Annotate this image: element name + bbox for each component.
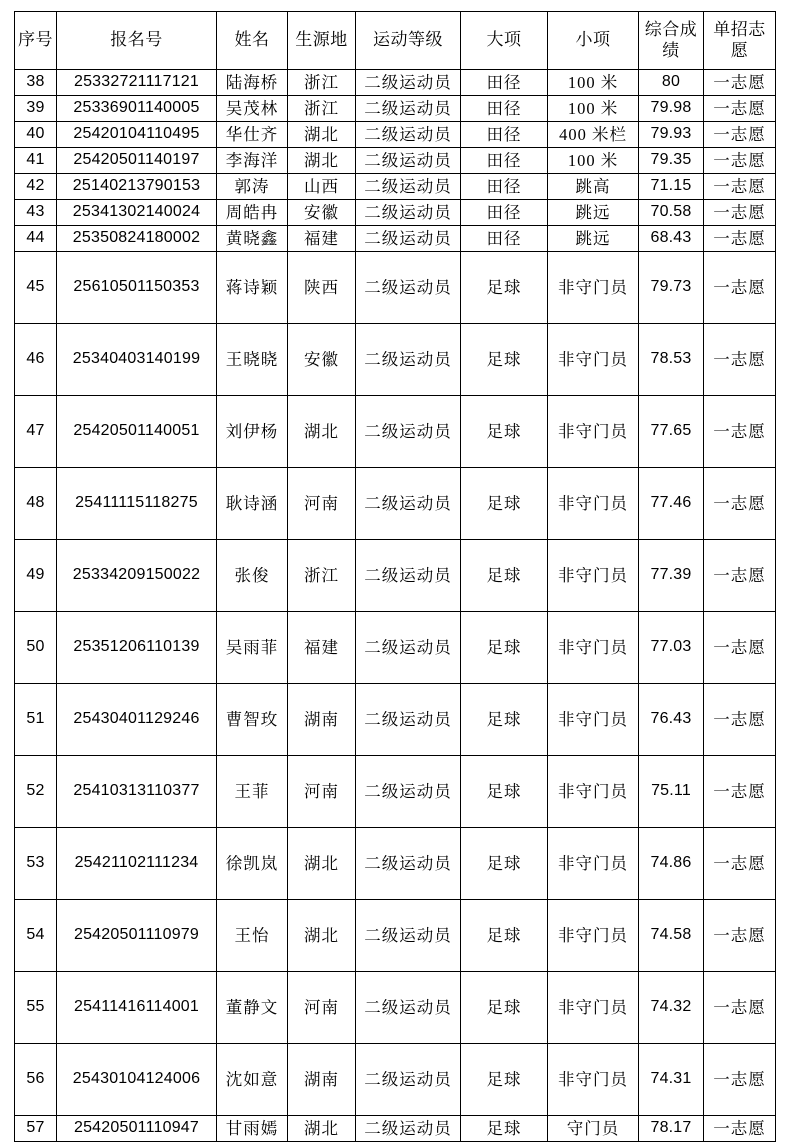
column-header-major [461,12,548,70]
cell-candidate-name: 甘雨嫣 [217,1116,288,1142]
cell-minor-event: 非守门员 [548,900,639,972]
cell-seq: 41 [15,148,57,174]
cell-major-event: 足球 [461,252,548,324]
cell-application-preference: 一志愿 [704,226,776,252]
cell-major-event: 足球 [461,612,548,684]
cell-application-preference: 一志愿 [704,122,776,148]
cell-composite-score: 74.86 [639,828,704,900]
cell-composite-score: 74.58 [639,900,704,972]
cell-application-preference: 一志愿 [704,900,776,972]
column-header-org-label: 生源地 [295,30,348,50]
table-header [15,12,776,70]
cell-major-event: 足球 [461,972,548,1044]
column-header-reg [57,12,217,70]
cell-application-preference: 一志愿 [704,396,776,468]
cell-registration-number: 25411416114001 [57,972,217,1044]
cell-application-preference: 一志愿 [704,828,776,900]
cell-major-event: 田径 [461,148,548,174]
cell-composite-score: 79.98 [639,96,704,122]
column-header-wish [704,12,776,70]
document-page [0,11,789,1138]
cell-candidate-name: 吴雨菲 [217,612,288,684]
cell-candidate-name: 耿诗涵 [217,468,288,540]
cell-athlete-level: 二级运动员 [356,1044,461,1116]
cell-seq: 51 [15,684,57,756]
cell-minor-event: 非守门员 [548,396,639,468]
cell-registration-number: 25410313110377 [57,756,217,828]
cell-origin-province: 福建 [288,612,356,684]
cell-candidate-name: 郭涛 [217,174,288,200]
cell-composite-score: 77.65 [639,396,704,468]
cell-major-event: 足球 [461,900,548,972]
cell-origin-province: 湖南 [288,684,356,756]
cell-origin-province: 湖北 [288,148,356,174]
cell-application-preference: 一志愿 [704,148,776,174]
cell-athlete-level: 二级运动员 [356,1116,461,1142]
cell-composite-score: 71.15 [639,174,704,200]
cell-seq: 45 [15,252,57,324]
cell-seq: 39 [15,96,57,122]
cell-candidate-name: 李海洋 [217,148,288,174]
cell-application-preference: 一志愿 [704,174,776,200]
table-row [15,96,776,122]
cell-major-event: 足球 [461,828,548,900]
cell-registration-number: 25332721117121 [57,70,217,96]
cell-registration-number: 25421102111234 [57,828,217,900]
cell-seq: 54 [15,900,57,972]
cell-origin-province: 浙江 [288,540,356,612]
cell-minor-event: 非守门员 [548,468,639,540]
cell-registration-number: 25140213790153 [57,174,217,200]
cell-candidate-name: 董静文 [217,972,288,1044]
cell-seq: 38 [15,70,57,96]
cell-seq: 44 [15,226,57,252]
cell-origin-province: 安徽 [288,324,356,396]
cell-minor-event: 非守门员 [548,828,639,900]
cell-composite-score: 70.58 [639,200,704,226]
cell-origin-province: 湖北 [288,1116,356,1142]
cell-composite-score: 77.39 [639,540,704,612]
table-row [15,684,776,756]
cell-origin-province: 湖北 [288,396,356,468]
cell-registration-number: 25350824180002 [57,226,217,252]
cell-major-event: 田径 [461,122,548,148]
cell-athlete-level: 二级运动员 [356,148,461,174]
cell-athlete-level: 二级运动员 [356,756,461,828]
table-row [15,200,776,226]
cell-application-preference: 一志愿 [704,756,776,828]
cell-registration-number: 25351206110139 [57,612,217,684]
cell-athlete-level: 二级运动员 [356,122,461,148]
cell-athlete-level: 二级运动员 [356,252,461,324]
cell-registration-number: 25420501110979 [57,900,217,972]
cell-athlete-level: 二级运动员 [356,972,461,1044]
column-header-org [288,12,356,70]
cell-registration-number: 25610501150353 [57,252,217,324]
table-row [15,70,776,96]
cell-application-preference: 一志愿 [704,96,776,122]
cell-minor-event: 非守门员 [548,252,639,324]
cell-origin-province: 湖南 [288,1044,356,1116]
table-row [15,612,776,684]
table-row [15,540,776,612]
cell-registration-number: 25336901140005 [57,96,217,122]
cell-major-event: 田径 [461,226,548,252]
cell-application-preference: 一志愿 [704,612,776,684]
cell-application-preference: 一志愿 [704,540,776,612]
cell-application-preference: 一志愿 [704,1116,776,1142]
cell-seq: 47 [15,396,57,468]
cell-composite-score: 74.32 [639,972,704,1044]
cell-major-event: 足球 [461,684,548,756]
cell-minor-event: 非守门员 [548,612,639,684]
column-header-seq [15,12,57,70]
cell-origin-province: 浙江 [288,96,356,122]
cell-athlete-level: 二级运动员 [356,226,461,252]
column-header-reg-label: 报名号 [110,30,163,50]
cell-minor-event: 跳高 [548,174,639,200]
cell-seq: 48 [15,468,57,540]
cell-registration-number: 25420501140197 [57,148,217,174]
table-row [15,324,776,396]
cell-composite-score: 75.11 [639,756,704,828]
cell-application-preference: 一志愿 [704,200,776,226]
cell-registration-number: 25341302140024 [57,200,217,226]
table-row [15,900,776,972]
candidate-roster-table [14,11,776,1142]
cell-athlete-level: 二级运动员 [356,540,461,612]
cell-registration-number: 25430104124006 [57,1044,217,1116]
cell-registration-number: 25411115118275 [57,468,217,540]
cell-minor-event: 非守门员 [548,972,639,1044]
cell-seq: 52 [15,756,57,828]
table-row [15,1044,776,1116]
cell-origin-province: 安徽 [288,200,356,226]
cell-athlete-level: 二级运动员 [356,684,461,756]
cell-minor-event: 非守门员 [548,684,639,756]
cell-candidate-name: 曹智玫 [217,684,288,756]
cell-minor-event: 100 米 [548,148,639,174]
column-header-score [639,12,704,70]
cell-minor-event: 非守门员 [548,756,639,828]
cell-composite-score: 79.73 [639,252,704,324]
cell-application-preference: 一志愿 [704,684,776,756]
cell-athlete-level: 二级运动员 [356,468,461,540]
column-header-wish-label: 单招志愿 [713,20,766,60]
cell-seq: 43 [15,200,57,226]
cell-seq: 56 [15,1044,57,1116]
cell-origin-province: 浙江 [288,70,356,96]
cell-athlete-level: 二级运动员 [356,174,461,200]
cell-athlete-level: 二级运动员 [356,70,461,96]
cell-minor-event: 非守门员 [548,1044,639,1116]
column-header-minor [548,12,639,70]
cell-athlete-level: 二级运动员 [356,828,461,900]
cell-seq: 42 [15,174,57,200]
cell-major-event: 足球 [461,1116,548,1142]
cell-application-preference: 一志愿 [704,972,776,1044]
table-row [15,396,776,468]
cell-composite-score: 80 [639,70,704,96]
table-row [15,468,776,540]
cell-major-event: 田径 [461,200,548,226]
cell-composite-score: 78.17 [639,1116,704,1142]
table-row [15,972,776,1044]
table-row [15,226,776,252]
table-row [15,122,776,148]
cell-minor-event: 非守门员 [548,324,639,396]
cell-minor-event: 守门员 [548,1116,639,1142]
cell-candidate-name: 黄晓鑫 [217,226,288,252]
table-row [15,756,776,828]
table-row [15,1116,776,1142]
cell-registration-number: 25420501140051 [57,396,217,468]
cell-candidate-name: 刘伊杨 [217,396,288,468]
cell-candidate-name: 王菲 [217,756,288,828]
cell-candidate-name: 蒋诗颖 [217,252,288,324]
cell-origin-province: 河南 [288,468,356,540]
cell-composite-score: 76.43 [639,684,704,756]
cell-composite-score: 74.31 [639,1044,704,1116]
cell-origin-province: 山西 [288,174,356,200]
table-row [15,148,776,174]
cell-seq: 55 [15,972,57,1044]
cell-origin-province: 湖北 [288,900,356,972]
cell-application-preference: 一志愿 [704,1044,776,1116]
table-body [15,70,776,1142]
cell-major-event: 足球 [461,1044,548,1116]
column-header-major-label: 大项 [486,30,522,50]
cell-seq: 57 [15,1116,57,1142]
cell-composite-score: 77.46 [639,468,704,540]
cell-registration-number: 25334209150022 [57,540,217,612]
cell-minor-event: 100 米 [548,96,639,122]
column-header-score-label: 综合成绩 [644,20,698,60]
column-header-level [356,12,461,70]
cell-registration-number: 25340403140199 [57,324,217,396]
column-header-minor-label: 小项 [575,30,611,50]
cell-seq: 50 [15,612,57,684]
cell-application-preference: 一志愿 [704,324,776,396]
cell-origin-province: 河南 [288,756,356,828]
cell-candidate-name: 张俊 [217,540,288,612]
cell-seq: 49 [15,540,57,612]
cell-athlete-level: 二级运动员 [356,96,461,122]
cell-origin-province: 陕西 [288,252,356,324]
cell-application-preference: 一志愿 [704,70,776,96]
cell-registration-number: 25430401129246 [57,684,217,756]
column-header-seq-label: 序号 [18,30,53,50]
table-header-row [15,12,776,70]
cell-seq: 53 [15,828,57,900]
cell-candidate-name: 华仕齐 [217,122,288,148]
cell-origin-province: 福建 [288,226,356,252]
cell-seq: 46 [15,324,57,396]
table-row [15,828,776,900]
cell-candidate-name: 沈如意 [217,1044,288,1116]
table-row [15,252,776,324]
table-row [15,174,776,200]
cell-composite-score: 78.53 [639,324,704,396]
cell-major-event: 足球 [461,540,548,612]
cell-seq: 40 [15,122,57,148]
cell-major-event: 足球 [461,396,548,468]
cell-registration-number: 25420501110947 [57,1116,217,1142]
cell-application-preference: 一志愿 [704,468,776,540]
cell-composite-score: 68.43 [639,226,704,252]
column-header-name [217,12,288,70]
cell-athlete-level: 二级运动员 [356,396,461,468]
cell-composite-score: 79.35 [639,148,704,174]
cell-candidate-name: 吴茂林 [217,96,288,122]
cell-application-preference: 一志愿 [704,252,776,324]
cell-candidate-name: 陆海桥 [217,70,288,96]
cell-athlete-level: 二级运动员 [356,200,461,226]
cell-major-event: 足球 [461,756,548,828]
cell-registration-number: 25420104110495 [57,122,217,148]
cell-candidate-name: 王怡 [217,900,288,972]
column-header-name-label: 姓名 [234,30,270,50]
cell-major-event: 田径 [461,70,548,96]
cell-composite-score: 77.03 [639,612,704,684]
cell-minor-event: 跳远 [548,200,639,226]
cell-candidate-name: 徐凯岚 [217,828,288,900]
cell-origin-province: 湖北 [288,122,356,148]
cell-minor-event: 100 米 [548,70,639,96]
column-header-level-label: 运动等级 [373,30,443,50]
cell-origin-province: 湖北 [288,828,356,900]
cell-minor-event: 400 米栏 [548,122,639,148]
cell-minor-event: 非守门员 [548,540,639,612]
cell-athlete-level: 二级运动员 [356,324,461,396]
cell-athlete-level: 二级运动员 [356,612,461,684]
cell-major-event: 足球 [461,324,548,396]
cell-candidate-name: 王晓晓 [217,324,288,396]
cell-major-event: 田径 [461,174,548,200]
cell-major-event: 足球 [461,468,548,540]
cell-athlete-level: 二级运动员 [356,900,461,972]
cell-candidate-name: 周皓冉 [217,200,288,226]
cell-composite-score: 79.93 [639,122,704,148]
cell-major-event: 田径 [461,96,548,122]
cell-origin-province: 河南 [288,972,356,1044]
cell-minor-event: 跳远 [548,226,639,252]
